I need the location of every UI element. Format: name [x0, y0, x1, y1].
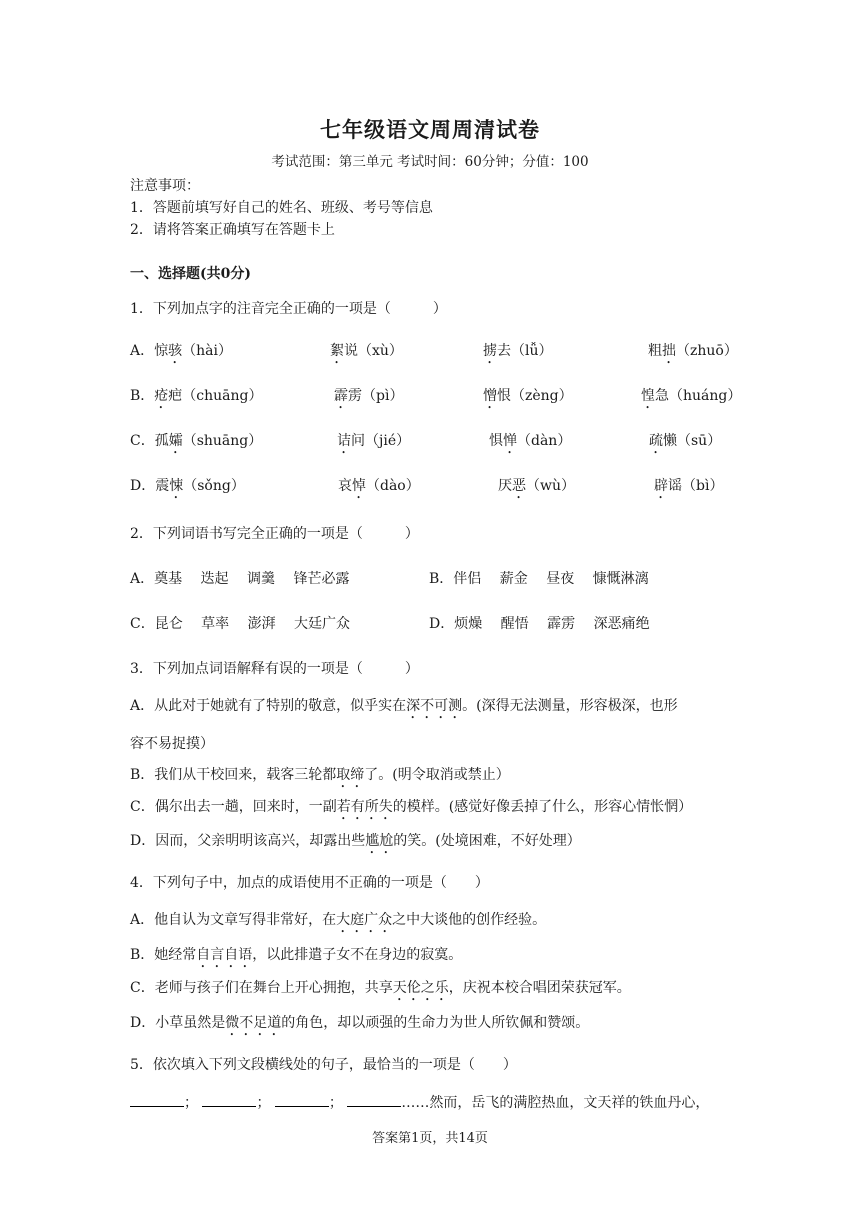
q3-option-a: A．从此对于她就有了特别的敬意，似乎实在深不可测。(深得无法测量，形容极深，也形: [130, 698, 678, 714]
q3-stem: 3．下列加点词语解释有误的一项是（ ）: [130, 661, 419, 677]
q2-option-c: C．昆仑 草率 澎湃 大廷广众: [130, 616, 351, 632]
q2-option-d: D．烦燥 醒悟 霹雳 深恶痛绝: [429, 616, 650, 632]
notice-heading: 注意事项：: [130, 178, 200, 194]
q5-blank-3: [275, 1092, 329, 1107]
q3-option-b: B．我们从干校回来，载客三轮都取缔了。(明令取消或禁止）: [130, 767, 510, 783]
q5-passage: ； ； ； ……然而，岳飞的满腔热血，文天祥的铁血丹心，: [130, 1092, 709, 1112]
q4-option-c: C．老师与孩子们在舞台上开心拥抱，共享天伦之乐，庆祝本校合唱团荣获冠军。: [130, 980, 631, 996]
notice-item-2: 2．请将答案正确填写在答题卡上: [130, 222, 335, 238]
q3-option-c: C．偶尔出去一趟，回来时，一副若有所失的模样。(感觉好像丢掉了什么，形容心情怅惘）: [130, 799, 693, 815]
q3-option-a-cont: 容不易捉摸）: [130, 736, 214, 752]
q2-option-a: A．奠基 迭起 调羹 锋芒必露: [130, 571, 350, 587]
q2-stem: 2．下列词语书写完全正确的一项是（ ）: [130, 526, 419, 542]
page-footer: 答案第1页，共14页: [372, 1131, 488, 1146]
q1-stem: 1．下列加点字的注音完全正确的一项是（ ）: [130, 301, 447, 317]
q2-option-b: B．伴侣 薪金 昼夜 慷慨淋漓: [429, 571, 649, 587]
exam-title: 七年级语文周周清试卷: [320, 117, 540, 142]
exam-subtitle: 考试范围：第三单元 考试时间：60分钟；分值：100: [271, 154, 589, 170]
notice-item-1: 1．答题前填写好自己的姓名、班级、考号等信息: [130, 200, 433, 216]
q5-blank-1: [130, 1092, 184, 1107]
q5-stem: 5．依次填入下列文段横线处的句子，最恰当的一项是（ ）: [130, 1057, 517, 1073]
exam-page: 七年级语文周周清试卷 考试范围：第三单元 考试时间：60分钟；分值：100 注意事项： 1．答题前填写好自己的姓名、班级、考号等信息 2．请将答案正确填写在答题卡上 一、选择题(共0分) 1．下列加点字的注音完全正确的一项是（ ） A．惊骇（hài） 絮说（xù） 掳去（lǚ） 粗拙（zhuō） B．疮疤（chuāng） 霹雳（pì） 憎恨（zèng） 惶急（huáng） C．孤孀（shuāng） 诘问（jié） 惧惮（dàn） 疏懒（sū） D．震悚（sǒng） 哀悼（dào） 厌恶（wù） 辟谣（bì） 2．下列词语书写完全正确的一项是（ ） A．奠基 迭起 调羹 锋芒必露 B．伴侣 薪金 昼夜 慷慨淋漓 C．昆仑 草率 澎湃 大廷广众 D．烦燥 醒悟 霹雳 深恶痛绝 3．下列加点词语解释有误的一项是（ ） A．从此对于她就有了特别的敬意，似乎实在深不可测。(深得无法测量，形容极深，也形 容不易捉摸） B．我们从干校回来，载客三轮都取缔了。(明令取消或禁止） C．偶尔出去一趟，回来时，一副若有所失的模样。(感觉好像丢掉了什么，形容心情怅惘） D．因而，父亲明明该高兴，却露出些尴尬的笑。(处境困难，不好处理） 4．下列句子中，加点的成语使用不正确的一项是（ ） A．他自认为文章写得非常好，在大庭广众之中大谈他的创作经验。 B．她经常自言自语，以此排遣子女不在身边的寂寞。 C．老师与孩子们在舞台上开心拥抱，共享天伦之乐，庆祝本校合唱团荣获冠军。 D．小草虽然是微不足道的角色，却以顽强的生命力为世人所钦佩和赞颂。 5．依次填入下列文段横线处的句子，最恰当的一项是（ ） ； ； ； ……然而，岳飞的满腔热血，文天祥的铁血丹心， 答案第1页，共14页: [0, 0, 860, 1216]
q4-option-a: A．他自认为文章写得非常好，在大庭广众之中大谈他的创作经验。: [130, 912, 547, 928]
section-heading: 一、选择题(共0分): [130, 266, 251, 282]
q4-stem: 4．下列句子中，加点的成语使用不正确的一项是（ ）: [130, 875, 489, 891]
q5-blank-2: [202, 1092, 256, 1107]
q4-option-b: B．她经常自言自语，以此排遣子女不在身边的寂寞。: [130, 947, 463, 963]
q3-option-d: D．因而，父亲明明该高兴，却露出些尴尬的笑。(处境困难，不好处理）: [130, 833, 581, 849]
q4-option-d: D．小草虽然是微不足道的角色，却以顽强的生命力为世人所钦佩和赞颂。: [130, 1015, 590, 1031]
q5-blank-4: [347, 1092, 401, 1107]
